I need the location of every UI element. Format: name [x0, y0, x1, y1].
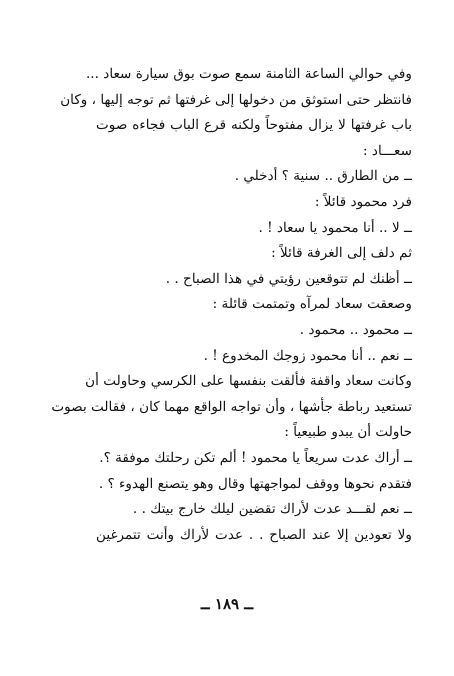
- page-number: ــ ١٨٩ ــ: [200, 595, 254, 613]
- text-line: فرد محمود قائلاً :: [314, 193, 412, 210]
- text-line: فتقدم نحوها ووقف لمواجهتها وقال وهو يتصنع الهدوء ؟ .: [98, 475, 412, 492]
- text-line: ــ نعم .. أنا محمود زوجك المخدوع ! .: [203, 347, 412, 364]
- text-line: ولا تعودين إلا عند الصباح . . عدت لأراك وأنت تتمرغين: [96, 526, 412, 543]
- text-line: ثم دلف إلى الغرفة قائلاً :: [271, 245, 412, 262]
- text-line: سعـــاد :: [363, 142, 412, 159]
- text-line: وصعقت سعاد لمرآه وتمتمت قائلة :: [212, 296, 412, 313]
- page-body-text: [51, 62, 412, 548]
- text-line: باب غرفتها لا يزال مفتوحاً ولكنه قرع الباب فجاءه صوت: [96, 117, 412, 134]
- text-line: ــ أظنك لم تتوقعين رؤيتي في هذا الصباح . .: [165, 270, 412, 287]
- text-line: فانتظر حتى استوثق من دخولها إلى غرفتها ثم توجه إليها ، وكان: [60, 91, 412, 108]
- text-line: ــ أراك عدت سريعاً يا محمود ! ألم تكن رحلتك موفقة ؟.: [99, 449, 412, 466]
- text-line: وكانت سعاد واقفة فألقت بنفسها على الكرسي وحاولت أن: [85, 373, 412, 390]
- text-line: تستعيد رباطة جأشها ، وأن تواجه الواقع مهما كان ، فقالت بصوت: [51, 398, 412, 415]
- text-line: حاولت أن يبدو طبيعياً :: [284, 424, 412, 441]
- text-line: ــ من الطارق .. سنية ؟ أدخلي .: [234, 168, 412, 185]
- text-line: ــ نعم لقـــد عدت لأراك تقضين ليلك خارج بيتك . .: [132, 501, 412, 518]
- text-line: ــ لا .. أنا محمود يا سعاد ! .: [258, 219, 412, 236]
- text-line: وفي حوالي الساعة الثامنة سمع صوت بوق سيارة سعاد ...: [85, 66, 412, 82]
- text-line: ــ محمود .. محمود .: [299, 321, 412, 338]
